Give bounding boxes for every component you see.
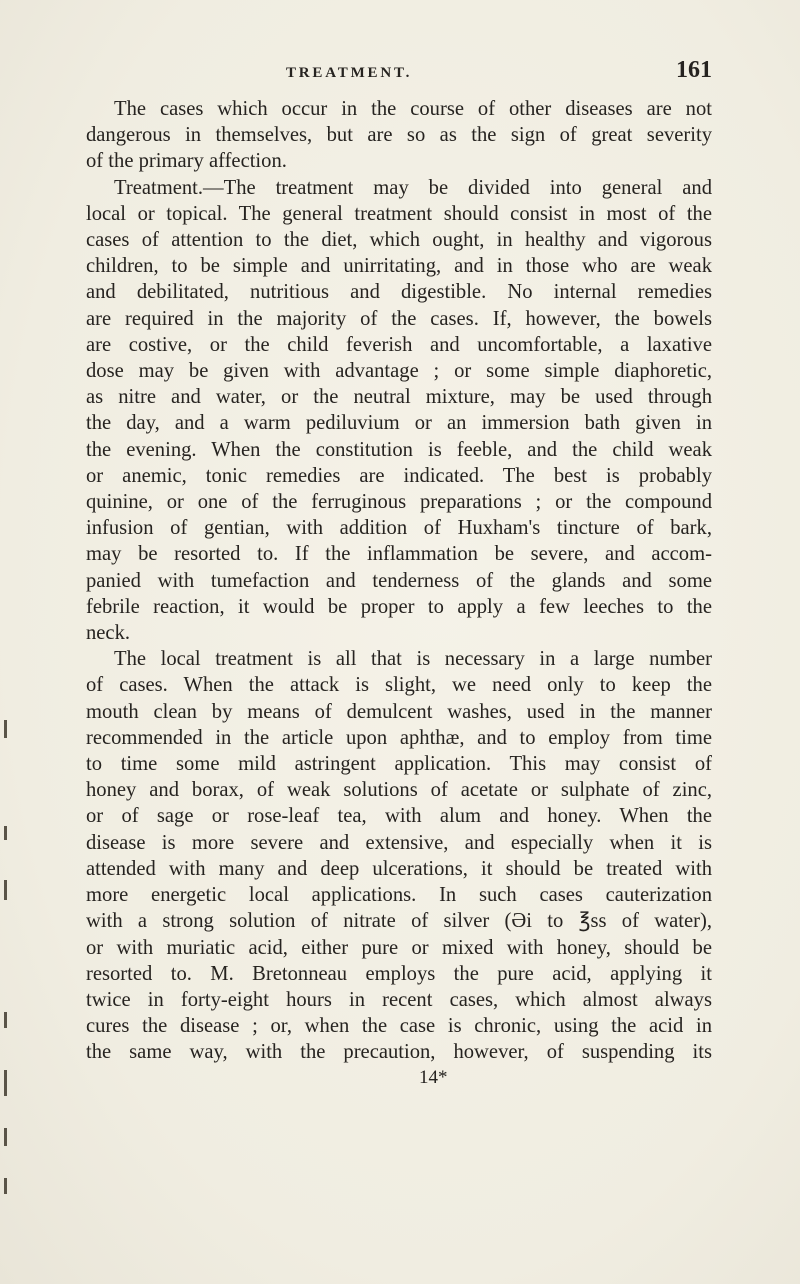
text-line: as nitre and water, or the neutral mixture, may be used through [86,386,712,409]
margin-mark [4,826,7,840]
text-line: are required in the majority of the cases. If, however, the bowels [86,307,712,330]
text-line: with a strong solution of nitrate of silver (Əi to ℥ss of water), [86,910,712,933]
margin-mark [4,880,7,900]
running-title: TREATMENT. [286,65,413,81]
text-line: of cases. When the attack is slight, we need only to keep the [86,674,712,697]
margin-mark [4,1128,7,1146]
text-line: to time some mild astringent application. This may consist of [86,753,712,776]
page-header [86,57,712,91]
text-line: quinine, or one of the ferruginous preparations ; or the compound [86,491,712,514]
text-line: dangerous in themselves, but are so as the sign of great severity [86,124,712,147]
page-number: 161 [676,57,712,83]
text-line: infusion of gentian, with addition of Huxham's tincture of bark, [86,517,712,540]
text-line: panied with tumefaction and tenderness of the glands and some [86,569,712,592]
text-line: recommended in the article upon aphthæ, and to employ from time [86,726,712,749]
text-line: may be resorted to. If the inflammation be severe, and accom- [86,543,712,566]
text-line: neck. [86,622,131,645]
margin-mark [4,1012,7,1028]
text-line: more energetic local applications. In such cases cauterization [86,884,712,907]
text-line: the day, and a warm pediluvium or an immersion bath given in [86,412,712,435]
signature-mark: 14* [419,1066,448,1088]
text-line: dose may be given with advantage ; or some simple diaphoretic, [86,360,712,383]
text-line: the same way, with the precaution, however, of suspending its [86,1041,712,1064]
text-line: The local treatment is all that is necessary in a large number [114,648,712,671]
text-line: Treatment.—The treatment may be divided into general and [114,176,712,199]
text-line: or with muriatic acid, either pure or mixed with honey, should be [86,936,712,959]
text-line: children, to be simple and unirritating, and in those who are weak [86,255,712,278]
text-line: attended with many and deep ulcerations, it should be treated with [86,857,712,880]
text-line: cures the disease ; or, when the case is chronic, using the acid in [86,1015,712,1038]
text-line: twice in forty-eight hours in recent cases, which almost always [86,988,712,1011]
text-line: mouth clean by means of demulcent washes, used in the manner [86,700,712,723]
text-line: disease is more severe and extensive, and especially when it is [86,831,712,854]
body-text [86,96,712,1090]
text-line: of the primary affection. [86,150,287,173]
text-line: The cases which occur in the course of other diseases are not [114,98,712,120]
margin-mark [4,720,7,738]
text-line: are costive, or the child feverish and uncomfortable, a laxative [86,333,712,356]
text-line: or of sage or rose-leaf tea, with alum and honey. When the [86,805,712,828]
margin-mark [4,1178,7,1194]
text-line: honey and borax, of weak solutions of acetate or sulphate of zinc, [86,779,712,802]
text-line: the evening. When the constitution is feeble, and the child weak [86,438,712,461]
text-line: local or topical. The general treatment should consist in most of the [86,202,712,225]
text-line: cases of attention to the diet, which ought, in healthy and vigorous [86,229,712,252]
text-line: or anemic, tonic remedies are indicated. The best is probably [86,464,712,487]
text-line: and debilitated, nutritious and digestible. No internal remedies [86,281,712,304]
margin-mark [4,1070,7,1096]
text-line: resorted to. M. Bretonneau employs the pure acid, applying it [86,962,712,985]
text-line: febrile reaction, it would be proper to apply a few leeches to the [86,595,712,618]
